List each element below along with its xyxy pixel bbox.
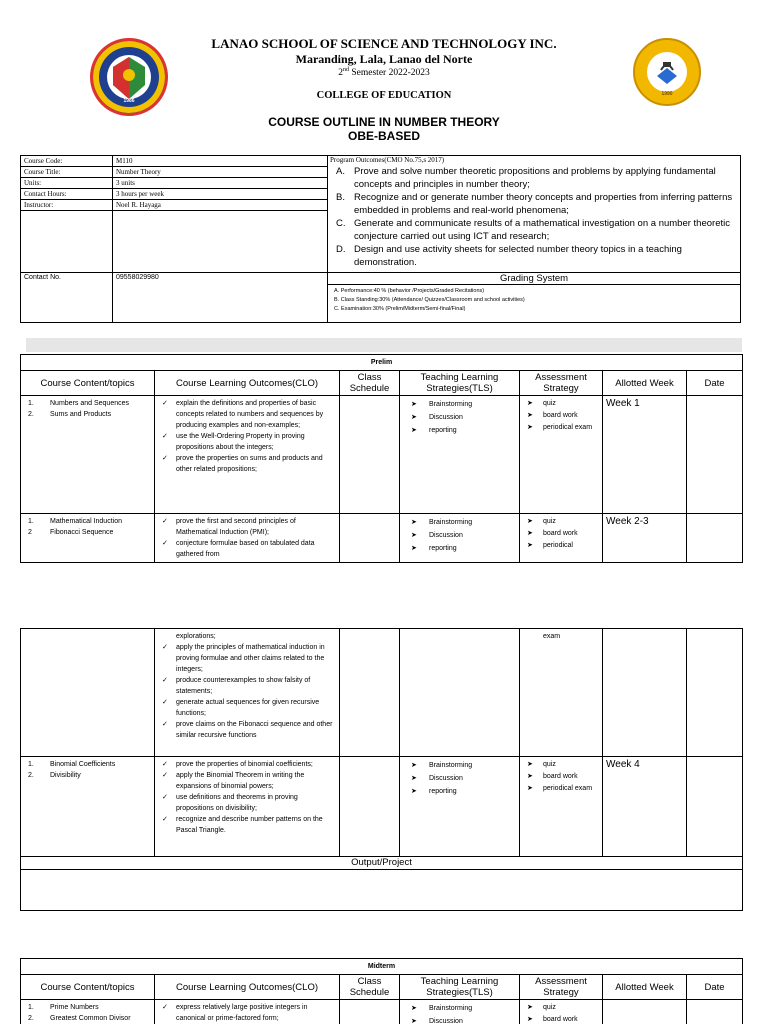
tls-list bbox=[403, 398, 516, 437]
contact-value: 09558029980 bbox=[113, 272, 328, 322]
list-item: ✓ generate actual sequences for given recursive functions; bbox=[158, 697, 336, 719]
topic-list bbox=[24, 759, 151, 781]
topic-list bbox=[24, 516, 151, 538]
outcome-item: D. Design and use activity sheets for selected number theory topics in a teaching demonstration. bbox=[336, 244, 682, 268]
list-item: ➤ Brainstorming bbox=[403, 516, 516, 529]
col-date: Date bbox=[687, 975, 743, 1000]
col-content: Course Content/topics bbox=[21, 975, 155, 1000]
list-item: ✓ apply the principles of mathematical induction in proving formulae and other claims related to the integers; bbox=[158, 642, 336, 675]
list-item: ➤ periodical exam bbox=[523, 422, 599, 434]
grading-item: A. Performance:40 % (behavior /Projects/Graded Recitations) bbox=[334, 287, 485, 294]
list-item: 2. Divisibility bbox=[28, 772, 81, 779]
list-item: ➤ periodical bbox=[523, 540, 599, 552]
list-item: ✓ prove the first and second principles of Mathematical Induction (PMI); bbox=[158, 516, 336, 538]
seal-year: 1986 bbox=[123, 98, 135, 104]
college-logo-year: 1990 bbox=[661, 91, 673, 97]
tls-list bbox=[403, 516, 516, 555]
clo-list bbox=[158, 759, 336, 836]
list-item: ➤ periodical exam bbox=[523, 783, 599, 795]
date-cell bbox=[687, 1000, 743, 1024]
outcome-item: C. Generate and communicate results of a mathematical investigation on a number theoretic conjecture carried out using ICT and research; bbox=[336, 218, 730, 242]
outcome-item: B. Recognize and or generate number theory concepts and properties from inferring patterns embedded in problems and real-world phenomena; bbox=[336, 192, 733, 216]
list-item: 1. Numbers and Sequences bbox=[28, 400, 129, 407]
list-item: ✓ produce counterexamples to show falsity of statements; bbox=[158, 675, 336, 697]
col-assessment: Assessment Strategy bbox=[520, 371, 603, 396]
info-label: Course Title: bbox=[21, 167, 113, 178]
clo-list bbox=[158, 642, 336, 741]
col-week: Allotted Week bbox=[603, 371, 687, 396]
outcome-item: A. Prove and solve number theoretic propositions and problems by applying fundamental concepts and principles in number theory; bbox=[336, 166, 716, 190]
semester-text: Semester 2022-2023 bbox=[349, 68, 430, 79]
col-content: Course Content/topics bbox=[21, 371, 155, 396]
allotted-week: Week 2-3 bbox=[603, 514, 687, 563]
list-item: ➤ Discussion bbox=[403, 772, 516, 785]
info-value: 3 units bbox=[113, 178, 328, 189]
prelim-table bbox=[20, 354, 743, 563]
table-row bbox=[21, 757, 743, 857]
topic-list bbox=[24, 1002, 151, 1024]
course-info-table bbox=[20, 155, 741, 323]
prelim-title: Prelim bbox=[21, 355, 743, 371]
list-item: ✓ express relatively large positive integers in canonical or prime-factored form; bbox=[158, 1002, 336, 1024]
separator-band bbox=[26, 338, 742, 352]
list-item: ➤ Discussion bbox=[403, 529, 516, 542]
list-item: ➤ Brainstorming bbox=[403, 1002, 516, 1015]
col-tls: Teaching Learning Strategies(TLS) bbox=[400, 975, 520, 1000]
list-item: ➤ Discussion bbox=[403, 1015, 516, 1024]
list-item: ➤ quiz bbox=[523, 1002, 599, 1014]
col-week: Allotted Week bbox=[603, 975, 687, 1000]
clo-list bbox=[158, 1002, 336, 1024]
list-item: ✓ apply the Binomial Theorem in writing the expansions of binomial powers; bbox=[158, 770, 336, 792]
grading-cell bbox=[328, 272, 741, 322]
list-item: ➤ board work bbox=[523, 771, 599, 783]
list-item: 1. Prime Numbers bbox=[28, 1004, 99, 1011]
tls-list bbox=[403, 759, 516, 798]
list-item: ➤ quiz bbox=[523, 398, 599, 410]
assessment-continued: exam bbox=[543, 633, 561, 640]
list-item: ➤ quiz bbox=[523, 759, 599, 771]
info-label: Units: bbox=[21, 178, 113, 189]
assessment-list bbox=[523, 516, 599, 552]
info-value: Noel R. Hayaga bbox=[113, 200, 328, 211]
semester bbox=[0, 67, 768, 78]
assessment-list bbox=[523, 1002, 599, 1024]
program-outcomes-title: Program Outcomes(CMO No.75,s 2017) bbox=[330, 156, 445, 164]
list-item: ➤ quiz bbox=[523, 516, 599, 528]
list-item: ➤ Brainstorming bbox=[403, 759, 516, 772]
list-item: ➤ board work bbox=[523, 410, 599, 422]
assessment-list bbox=[523, 398, 599, 434]
info-value: 3 hours per week bbox=[113, 189, 328, 200]
midterm-title: Midterm bbox=[21, 959, 743, 975]
table-row bbox=[21, 396, 743, 514]
list-item: 1. Mathematical Induction bbox=[28, 518, 122, 525]
table-row bbox=[21, 629, 743, 757]
date-cell bbox=[687, 514, 743, 563]
list-item: ✓ use definitions and theorems in proving propositions on divisibility; bbox=[158, 792, 336, 814]
list-item: ➤ Discussion bbox=[403, 411, 516, 424]
list-item: ➤ board work bbox=[523, 528, 599, 540]
list-item: 2. Sums and Products bbox=[28, 411, 112, 418]
list-item: ✓ recognize and describe number patterns on the Pascal Triangle. bbox=[158, 814, 336, 836]
list-item: ✓ conjecture formulae based on tabulated data gathered from bbox=[158, 538, 336, 560]
col-schedule: Class Schedule bbox=[340, 371, 400, 396]
info-label: Contact Hours: bbox=[21, 189, 113, 200]
allotted-week: Week 4 bbox=[603, 757, 687, 857]
date-cell bbox=[687, 396, 743, 514]
list-item: ➤ reporting bbox=[403, 424, 516, 437]
info-value: M110 bbox=[113, 156, 328, 167]
tls-list bbox=[403, 1002, 516, 1024]
school-address: Maranding, Lala, Lanao del Norte bbox=[295, 52, 473, 66]
list-item: 1. Binomial Coefficients bbox=[28, 761, 116, 768]
list-item: 2. Greatest Common Divisor bbox=[28, 1015, 131, 1022]
program-outcomes-list bbox=[328, 165, 740, 269]
info-label: Instructor: bbox=[21, 200, 113, 211]
topic-list bbox=[24, 398, 151, 420]
list-item: ✓ explain the definitions and properties of basic concepts related to numbers and sequences by producing examples and non-examples; bbox=[158, 398, 336, 431]
list-item: ➤ board work bbox=[523, 1014, 599, 1024]
allotted-week: Week 1 bbox=[603, 396, 687, 514]
col-schedule: Class Schedule bbox=[340, 975, 400, 1000]
output-project-label: Output/Project bbox=[21, 857, 743, 870]
table-row bbox=[21, 1000, 743, 1024]
output-project-area bbox=[21, 870, 743, 911]
list-item: 2 Fibonacci Sequence bbox=[28, 529, 114, 536]
grading-item: B. Class Standing:30% (Attendance/ Quizzes/Classroom and school activities) bbox=[334, 296, 525, 303]
college-name: COLLEGE OF EDUCATION bbox=[316, 90, 452, 101]
semester-suffix: nd bbox=[343, 67, 349, 73]
clo-continued: explorations; bbox=[176, 633, 216, 640]
clo-list bbox=[158, 516, 336, 560]
info-value: Number Theory bbox=[113, 167, 328, 178]
list-item: ✓ prove the properties on sums and products and other related propositions; bbox=[158, 453, 336, 475]
school-name: LANAO SCHOOL OF SCIENCE AND TECHNOLOGY INC. bbox=[211, 36, 557, 51]
grading-title: Grading System bbox=[328, 273, 740, 285]
document-title: COURSE OUTLINE IN NUMBER THEORY bbox=[268, 115, 500, 129]
info-label: Course Code: bbox=[21, 156, 113, 167]
contact-label: Contact No. bbox=[21, 272, 113, 322]
col-assessment: Assessment Strategy bbox=[520, 975, 603, 1000]
prelim-continuation-table bbox=[20, 628, 743, 911]
clo-list bbox=[158, 398, 336, 475]
col-tls: Teaching Learning Strategies(TLS) bbox=[400, 371, 520, 396]
table-row bbox=[21, 514, 743, 563]
list-item: ➤ reporting bbox=[403, 785, 516, 798]
date-cell bbox=[687, 757, 743, 857]
midterm-table bbox=[20, 958, 743, 1024]
semester-number: 2 bbox=[338, 68, 343, 79]
col-clo: Course Learning Outcomes(CLO) bbox=[155, 371, 340, 396]
col-date: Date bbox=[687, 371, 743, 396]
list-item: ✓ use the Well-Ordering Property in proving propositions about the integers; bbox=[158, 431, 336, 453]
list-item: ✓ prove claims on the Fibonacci sequence and other similar recursive functions bbox=[158, 719, 336, 741]
document-subtitle: OBE-BASED bbox=[347, 129, 420, 143]
list-item: ➤ Brainstorming bbox=[403, 398, 516, 411]
assessment-list bbox=[523, 759, 599, 795]
grading-item: C. Examination:30% (Prelim/Midterm/Semi-final/Final) bbox=[334, 305, 466, 312]
list-item: ➤ reporting bbox=[403, 542, 516, 555]
list-item: ✓ prove the properties of binomial coefficients; bbox=[158, 759, 336, 770]
col-clo: Course Learning Outcomes(CLO) bbox=[155, 975, 340, 1000]
program-outcomes-cell bbox=[328, 156, 741, 273]
allotted-week bbox=[603, 1000, 687, 1024]
